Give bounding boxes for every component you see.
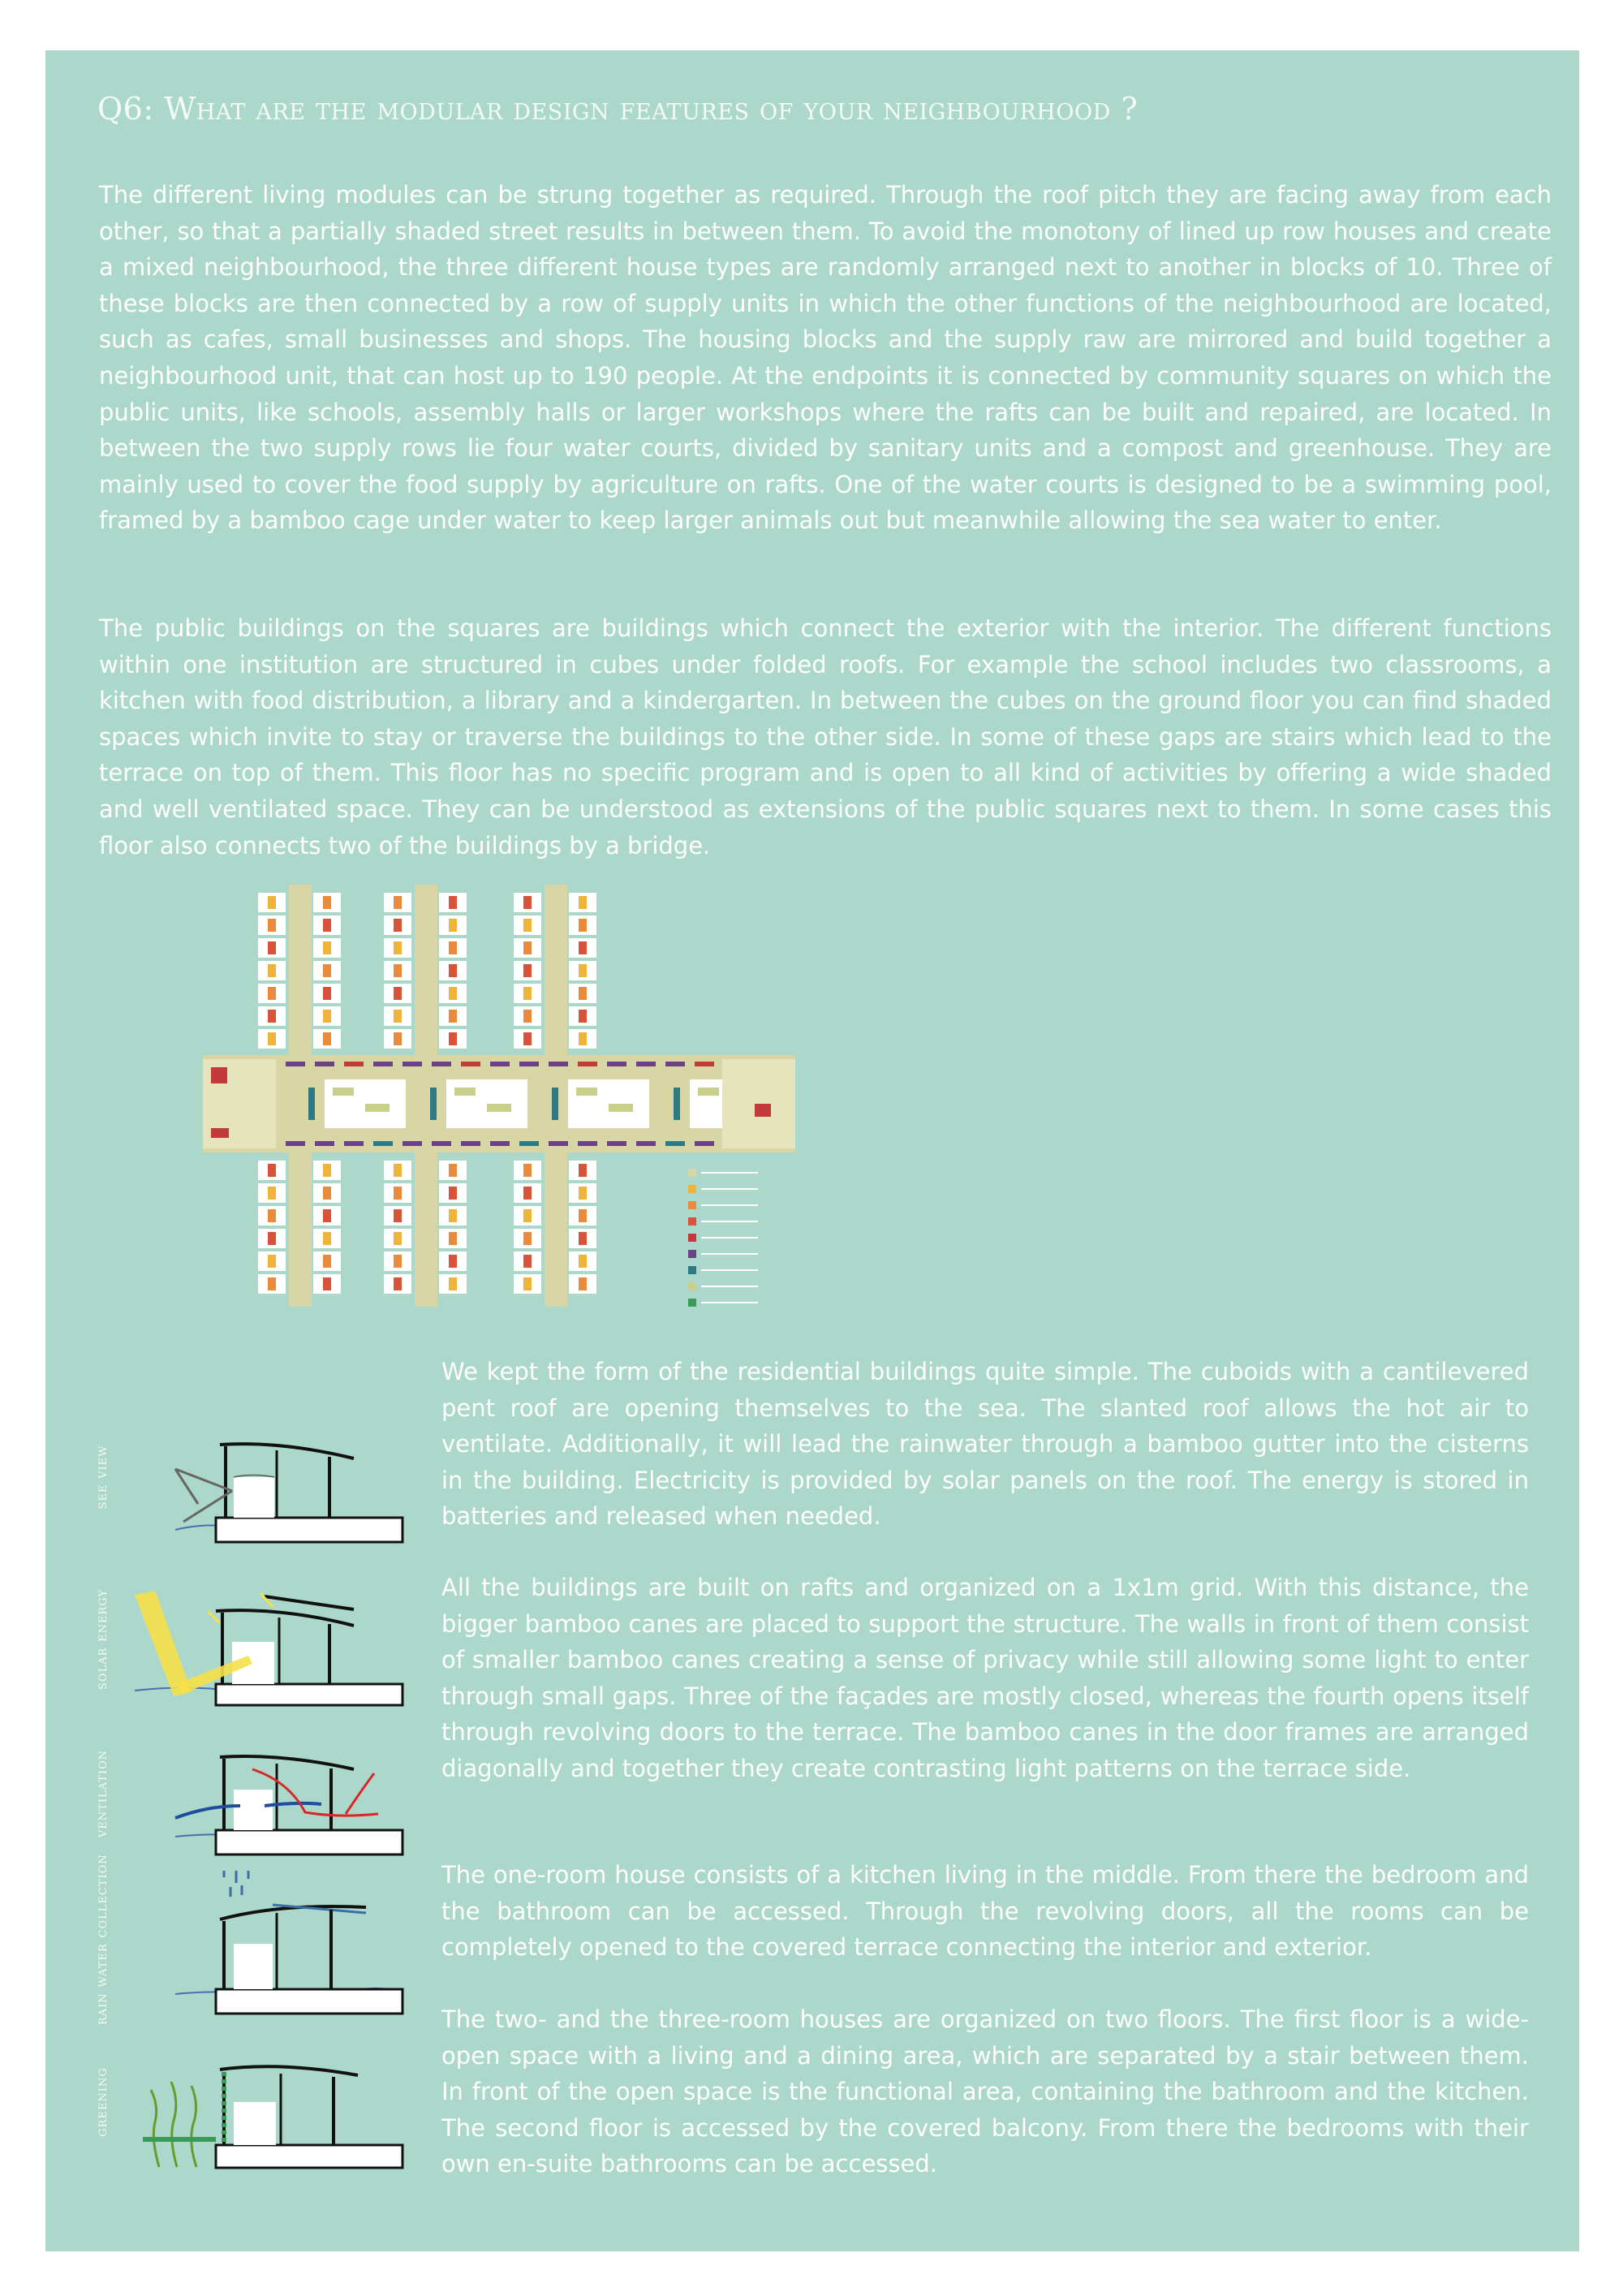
plan-legend-swatch: [688, 1201, 696, 1209]
plan-legend-line: [701, 1188, 758, 1190]
plan-house-unit: [449, 1232, 457, 1245]
plan-house-unit: [449, 1010, 457, 1023]
plan-house-unit: [323, 1010, 331, 1023]
plan-supply-unit: [461, 1141, 480, 1146]
plan-house-unit: [449, 987, 457, 1000]
plan-street: [289, 1152, 312, 1307]
plan-legend-line: [701, 1286, 758, 1287]
plan-legend-swatch: [688, 1234, 696, 1242]
plan-house-unit: [579, 1187, 587, 1200]
plan-house-unit: [394, 1187, 402, 1200]
plan-raft: [609, 1104, 633, 1112]
plan-house-unit: [579, 1209, 587, 1222]
plan-public-unit: [211, 1067, 227, 1083]
plan-supply-unit: [578, 1141, 597, 1146]
plan-house-unit: [323, 1255, 331, 1268]
section-label-solar-energy: solar energy: [93, 1589, 110, 1690]
plan-supply-unit: [344, 1141, 364, 1146]
plan-house-unit: [268, 941, 276, 954]
plan-supply-unit: [549, 1141, 568, 1146]
plan-house-unit: [268, 1277, 276, 1290]
plan-house-unit: [523, 964, 532, 977]
plan-public-unit: [211, 1128, 229, 1138]
plan-supply-unit: [519, 1141, 539, 1146]
plan-house-unit: [449, 919, 457, 932]
plan-house-unit: [394, 1010, 402, 1023]
plan-house-unit: [449, 964, 457, 977]
plan-house-unit: [523, 1277, 532, 1290]
plan-street: [289, 885, 312, 1055]
plan-street: [415, 885, 437, 1055]
plan-house-unit: [394, 964, 402, 977]
plan-supply-unit: [373, 1141, 393, 1146]
plan-house-unit: [394, 1164, 402, 1177]
plan-house-unit: [323, 964, 331, 977]
plan-house-unit: [323, 896, 331, 909]
plan-house-unit: [268, 964, 276, 977]
plan-house-unit: [394, 919, 402, 932]
plan-sanitary: [308, 1088, 315, 1120]
plan-house-unit: [268, 896, 276, 909]
plan-house-unit: [523, 941, 532, 954]
plan-legend-swatch: [688, 1185, 696, 1193]
multi-room-house-paragraph: The two- and the three-room houses are organized on two floors. The first floor is a wide-open space with a living and a dining area, which are separated by a stair between them. In front of the open space is the functional area, containing the bathroom and the kitchen. The second floor is accessed by the covered balcony. From there the bedrooms with their own en-suite bathrooms can be accessed.: [441, 2005, 1529, 2178]
section-label-ventilation: ventilation: [93, 1749, 110, 1838]
section-see-view: [78, 1400, 419, 1554]
plan-house-unit: [579, 1255, 587, 1268]
plan-sanitary: [552, 1088, 558, 1120]
plan-supply-unit: [549, 1062, 568, 1066]
plan-house-unit: [449, 1209, 457, 1222]
plan-sanitary: [674, 1088, 680, 1120]
plan-house-unit: [268, 1232, 276, 1245]
plan-supply-unit: [315, 1062, 334, 1066]
plan-house-unit: [449, 941, 457, 954]
plan-raft: [333, 1088, 354, 1096]
residential-form-paragraph: We kept the form of the residential buildings quite simple. The cuboids with a cantilevered pent roof are opening themselves to the sea. The slanted roof allows the hot air to ventilate. Additionally, it will lead the rainwater through a bamboo gutter into the cisterns in the building. Electricity is provided by solar panels on the roof. The energy is stored in batteries and released when needed.: [441, 1358, 1529, 1530]
page-title: Q6: What are the modular design features of your neighbourhood ?: [97, 91, 1139, 127]
plan-sanitary: [430, 1088, 437, 1120]
plan-legend-line: [701, 1237, 758, 1238]
plan-house-unit: [579, 941, 587, 954]
plan-street: [415, 1152, 437, 1307]
plan-street: [545, 885, 567, 1055]
plan-house-unit: [323, 1187, 331, 1200]
plan-raft: [365, 1104, 390, 1112]
solar-energy-sketch: [78, 1562, 419, 1717]
plan-supply-unit: [373, 1062, 393, 1066]
plan-house-unit: [523, 896, 532, 909]
plan-raft: [576, 1088, 597, 1096]
rain-water-sketch: [78, 1854, 419, 2025]
plan-house-unit: [268, 1164, 276, 1177]
plan-house-unit: [449, 1164, 457, 1177]
plan-house-unit: [449, 896, 457, 909]
plan-house-unit: [323, 1232, 331, 1245]
plan-supply-unit: [695, 1141, 714, 1146]
plan-supply-unit: [315, 1141, 334, 1146]
plan-house-unit: [268, 1010, 276, 1023]
plan-legend-line: [701, 1253, 758, 1255]
plan-house-unit: [449, 1277, 457, 1290]
plan-supply-unit: [607, 1062, 626, 1066]
plan-legend-swatch: [688, 1282, 696, 1290]
intro-paragraph: The different living modules can be strung together as required. Through the roof pitch they are facing away from each other, so that a partially shaded street results in between them. To avoid the monotony of lined up row houses and create a mixed neighbourhood, the three different house types are randomly arranged next to another in blocks of 10. Three of these blocks are then connected by a row of supply units in which the other functions of the neighbourhood are located, such as cafes, small businesses and shops. The housing blocks and the supply raw are mirrored and build together a neighbourhood unit, that can host up to 190 people. At the endpoints it is connected by community squares on which the public units, like schools, assembly halls or larger workshops where the rafts can be built and repaired, are located. In between the two supply rows lie four water courts, divided by sanitary units and a compost and greenhouse. They are mainly used to cover the food supply by agriculture on rafts. One of the water courts is designed to be a swimming pool, framed by a bamboo cage under water to keep larger animals out but meanwhile allowing the sea water to enter.: [99, 181, 1552, 535]
plan-house-unit: [323, 1209, 331, 1222]
plan-supply-unit: [490, 1062, 510, 1066]
plan-house-unit: [323, 1032, 331, 1045]
section-label-rain-water: rain water collection: [93, 1854, 110, 2025]
plan-house-unit: [523, 1255, 532, 1268]
plan-supply-unit: [578, 1062, 597, 1066]
plan-house-unit: [394, 1209, 402, 1222]
plan-supply-unit: [432, 1141, 451, 1146]
plan-house-unit: [523, 919, 532, 932]
plan-legend-line: [701, 1269, 758, 1271]
section-ventilation: [78, 1717, 419, 1871]
plan-house-unit: [323, 987, 331, 1000]
plan-house-unit: [268, 1255, 276, 1268]
section-solar-energy: [78, 1562, 419, 1717]
plan-supply-unit: [403, 1062, 422, 1066]
plan-legend-swatch: [688, 1169, 696, 1177]
plan-supply-unit: [461, 1062, 480, 1066]
see-view-sketch: [78, 1400, 419, 1554]
plan-supply-unit: [665, 1141, 685, 1146]
plan-public-unit: [755, 1104, 771, 1117]
plan-house-unit: [523, 1164, 532, 1177]
plan-supply-unit: [607, 1141, 626, 1146]
plan-supply-unit: [636, 1141, 656, 1146]
plan-legend-swatch: [688, 1266, 696, 1274]
plan-house-unit: [394, 1277, 402, 1290]
plan-legend-swatch: [688, 1217, 696, 1226]
plan-supply-unit: [344, 1062, 364, 1066]
plan-house-unit: [268, 919, 276, 932]
plan-supply-unit: [636, 1062, 656, 1066]
plan-supply-unit: [519, 1062, 539, 1066]
neighbourhood-site-plan: [105, 885, 803, 1307]
plan-house-unit: [523, 1232, 532, 1245]
plan-house-unit: [394, 1232, 402, 1245]
plan-supply-unit: [286, 1062, 305, 1066]
plan-supply-unit: [490, 1141, 510, 1146]
plan-supply-unit: [286, 1141, 305, 1146]
plan-house-unit: [523, 1032, 532, 1045]
one-room-house-paragraph: The one-room house consists of a kitchen living in the middle. From there the bedroom and the bathroom can be accessed. Through the revolving doors, all the rooms can be completely opened to the covered terrace connecting the interior and exterior.: [441, 1861, 1529, 1961]
plan-house-unit: [579, 919, 587, 932]
plan-house-unit: [579, 1232, 587, 1245]
ventilation-sketch: [78, 1717, 419, 1871]
plan-house-unit: [323, 1164, 331, 1177]
plan-legend-line: [701, 1172, 758, 1174]
plan-house-unit: [579, 1277, 587, 1290]
plan-house-unit: [268, 1187, 276, 1200]
plan-house-unit: [579, 1010, 587, 1023]
plan-legend-line: [701, 1204, 758, 1206]
plan-house-unit: [523, 1209, 532, 1222]
plan-house-unit: [323, 919, 331, 932]
plan-house-unit: [523, 1010, 532, 1023]
plan-house-unit: [323, 941, 331, 954]
plan-house-unit: [449, 1032, 457, 1045]
plan-house-unit: [579, 987, 587, 1000]
plan-house-unit: [323, 1277, 331, 1290]
plan-house-unit: [268, 1209, 276, 1222]
plan-supply-unit: [665, 1062, 685, 1066]
plan-supply-unit: [695, 1062, 714, 1066]
plan-house-unit: [579, 1032, 587, 1045]
section-greening: [78, 2025, 419, 2179]
plan-supply-unit: [403, 1141, 422, 1146]
plan-raft: [487, 1104, 511, 1112]
rafts-grid-paragraph: All the buildings are built on rafts and organized on a 1x1m grid. With this distance, the bigger bamboo canes are placed to support the structure. The walls in front of them consist of smaller bamboo canes creating a sense of privacy while still allowing some light to enter through small gaps. Three of the façades are mostly closed, whereas the fourth opens itself through revolving doors to the terrace. The bamboo canes in the door frames are arranged diagonally and together they create contrasting light patterns on the terrace side.: [441, 1574, 1529, 1782]
plan-supply-unit: [432, 1062, 451, 1066]
plan-house-unit: [579, 964, 587, 977]
plan-raft: [698, 1088, 719, 1096]
plan-house-unit: [579, 896, 587, 909]
plan-house-unit: [394, 896, 402, 909]
plan-house-unit: [268, 1032, 276, 1045]
plan-house-unit: [523, 987, 532, 1000]
plan-house-unit: [394, 1255, 402, 1268]
section-label-see-view: see view: [93, 1445, 110, 1510]
plan-street: [545, 1152, 567, 1307]
plan-legend-line: [701, 1302, 758, 1303]
section-rain-water: [78, 1854, 419, 2025]
public-buildings-paragraph: The public buildings on the squares are buildings which connect the exterior with the interior. The different functions within one institution are structured in cubes under folded roofs. For example the school includes two classrooms, a kitchen with food distribution, a library and a kindergarten. In between the cubes on the ground floor you can find shaded spaces which invite to stay or traverse the buildings to the other side. In some of these gaps are stairs which lead to the terrace on top of them. This floor has no specific program and is open to all kind of activities by offering a wide shaded and well ventilated space. They can be understood as extensions of the public squares next to them. In some cases this floor also connects two of the buildings by a bridge.: [99, 614, 1552, 859]
plan-house-unit: [449, 1187, 457, 1200]
section-label-greening: greening: [93, 2067, 110, 2137]
plan-house-unit: [579, 1164, 587, 1177]
plan-house-unit: [449, 1255, 457, 1268]
plan-house-unit: [394, 941, 402, 954]
plan-legend-swatch: [688, 1299, 696, 1307]
plan-house-unit: [268, 987, 276, 1000]
plan-house-unit: [394, 987, 402, 1000]
plan-legend-swatch: [688, 1250, 696, 1258]
plan-legend-line: [701, 1221, 758, 1222]
greening-sketch: [78, 2025, 419, 2179]
plan-house-unit: [523, 1187, 532, 1200]
plan-house-unit: [394, 1032, 402, 1045]
plan-raft: [454, 1088, 476, 1096]
